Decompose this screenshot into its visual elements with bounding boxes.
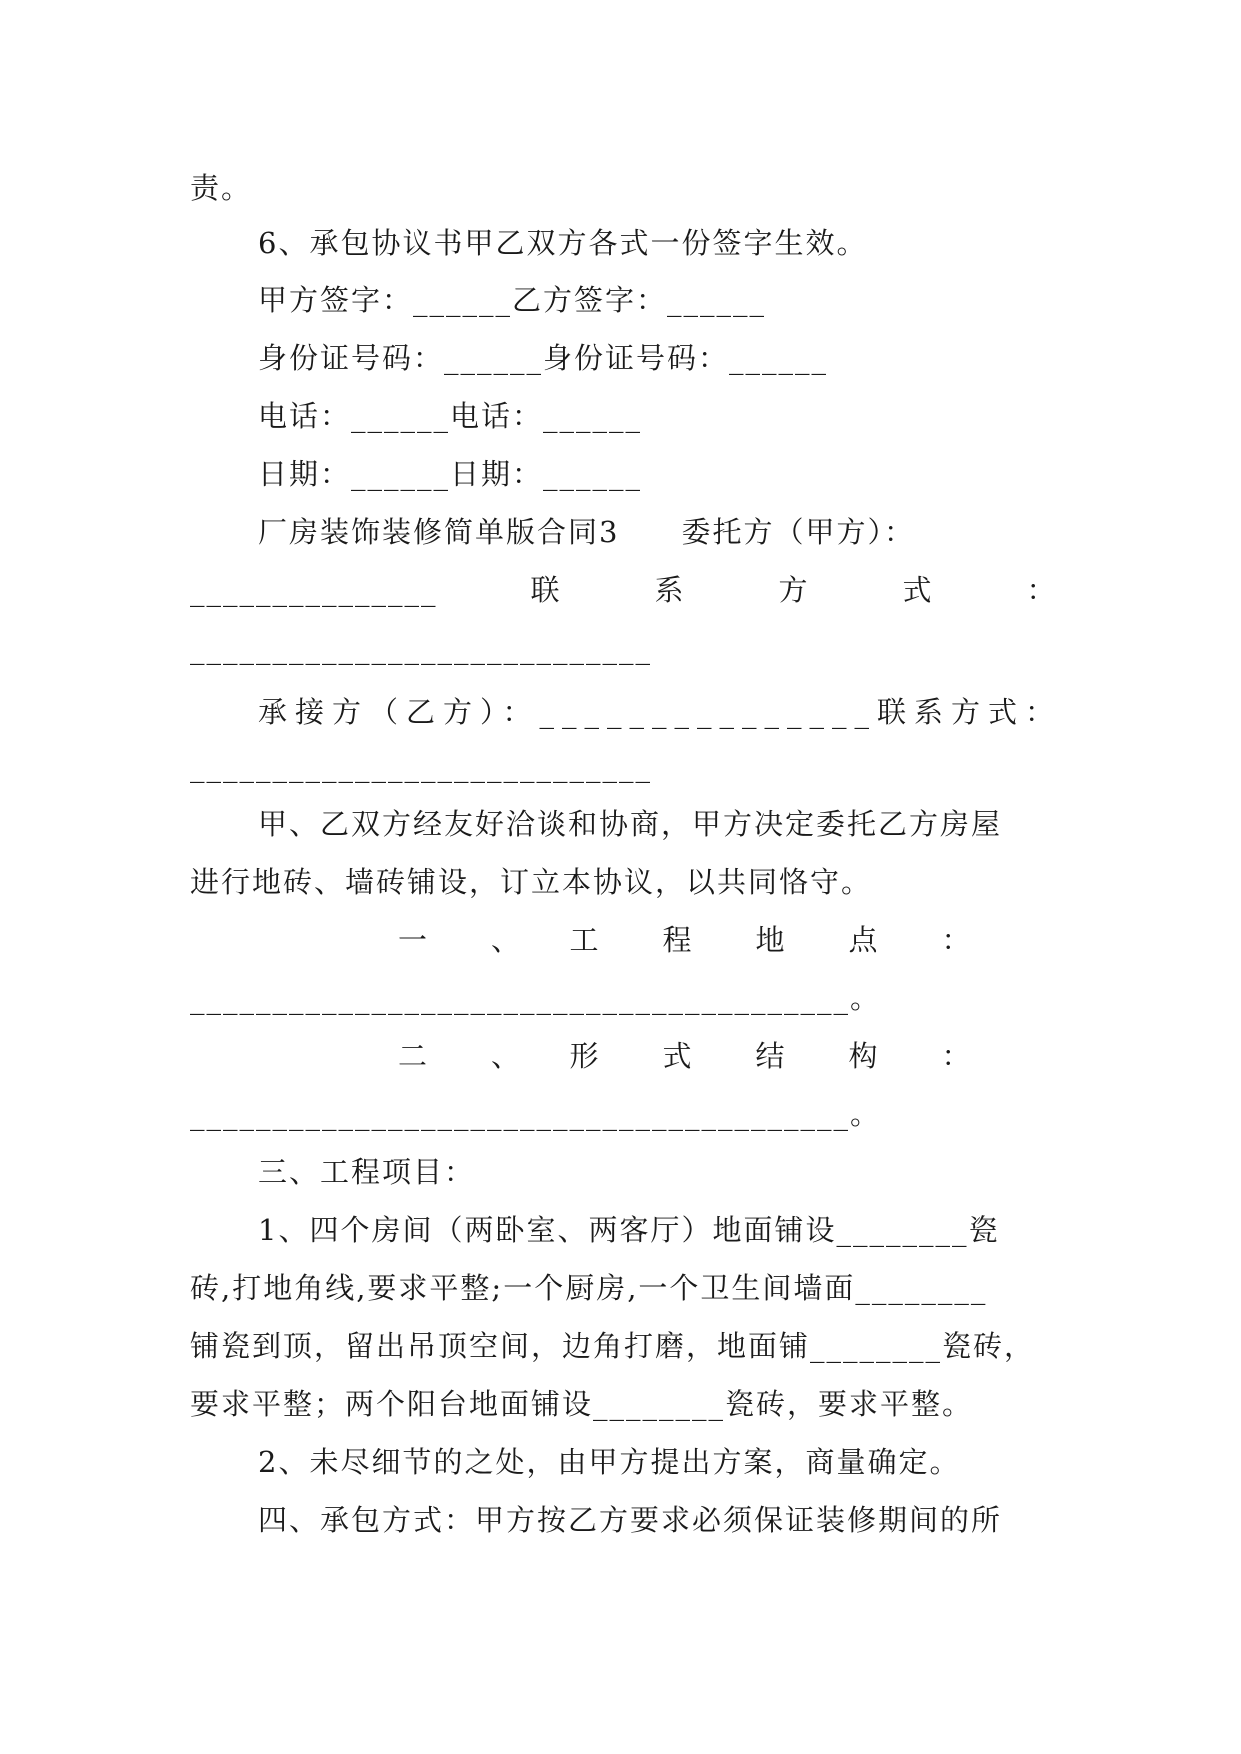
party-b-line: 承接方（乙方）：_______________联系方式： [258, 695, 1063, 729]
item-1-line-2: 砖,打地角线,要求平整;一个厨房,一个卫生间墙面________ [190, 1271, 988, 1305]
signature-line: 甲方签字：______乙方签字：______ [258, 283, 767, 317]
section-2-heading: 二 、 形 式 结 构 ： [398, 1039, 973, 1073]
phone-line: 电话：______电话：______ [258, 399, 643, 433]
section-1-blank: ________________________________________。 [190, 981, 882, 1015]
item-1-line-4: 要求平整；两个阳台地面铺设________瓷砖，要求平整。 [190, 1387, 974, 1421]
text-line-2: 6、承包协议书甲乙双方各式一份签字生效。 [258, 226, 868, 260]
blank-line-2: ____________________________ [190, 749, 652, 783]
text-line-1: 责。 [190, 171, 253, 205]
contract-title-line: 厂房装饰装修简单版合同3 委托方（甲方）： [258, 515, 915, 549]
paragraph-intro-1: 甲、乙双方经友好洽谈和协商，甲方决定委托乙方房屋 [258, 807, 1003, 841]
item-1-line-1: 1、四个房间（两卧室、两客厅）地面铺设________瓷 [258, 1213, 1000, 1247]
section-4-line: 四、承包方式：甲方按乙方要求必须保证装修期间的所 [258, 1503, 1003, 1537]
date-line: 日期：______日期：______ [258, 457, 643, 491]
party-a-contact-line: _______________ 联 系 方 式 ： [190, 573, 1058, 607]
item-2-line: 2、未尽细节的之处，由甲方提出方案，商量确定。 [258, 1445, 961, 1479]
section-2-blank: ________________________________________。 [190, 1097, 882, 1131]
item-1-line-3: 铺瓷到顶，留出吊顶空间，边角打磨，地面铺________瓷砖， [190, 1329, 1036, 1363]
paragraph-intro-2: 进行地砖、墙砖铺设，订立本协议，以共同恪守。 [190, 865, 873, 899]
blank-line-1: ____________________________ [190, 631, 652, 665]
section-3-heading: 三、工程项目： [258, 1155, 476, 1189]
id-number-line: 身份证号码：______身份证号码：______ [258, 341, 829, 375]
section-1-heading: 一 、 工 程 地 点 ： [398, 923, 973, 957]
